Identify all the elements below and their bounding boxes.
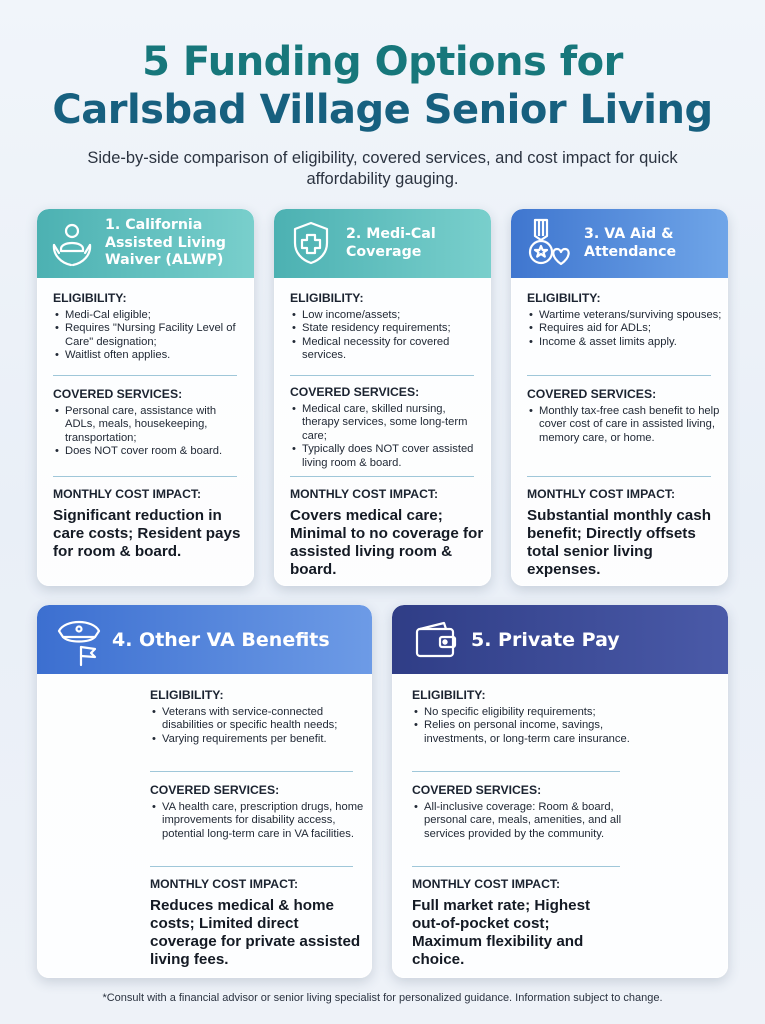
cost-section: [290, 487, 485, 579]
cost-label: MONTHLY COST IMPACT:: [53, 487, 202, 501]
list-item: • Medical care, skilled nursing, therapy services, some long-term care;: [290, 403, 485, 443]
covered-label: COVERED SERVICES:: [53, 387, 183, 401]
cost-label: MONTHLY COST IMPACT:: [150, 877, 299, 891]
cost-label: MONTHLY COST IMPACT:: [290, 487, 439, 501]
cost-section: [412, 877, 617, 969]
covered-section: [527, 387, 722, 445]
card-header: [511, 209, 728, 278]
card-title: 4. Other VA Benefits: [112, 629, 330, 651]
wallet-icon: [414, 621, 458, 664]
cost-section: [527, 487, 722, 579]
cost-label: MONTHLY COST IMPACT:: [412, 877, 561, 891]
eligibility-label: ELIGIBILITY:: [53, 291, 127, 305]
list-item: • Requires "Nursing Facility Level of Care" designation;: [53, 322, 248, 349]
cost-label: MONTHLY COST IMPACT:: [527, 487, 676, 501]
card-header: [37, 209, 254, 278]
eligibility-section: [53, 291, 248, 363]
card-title: 2. Medi-Cal Coverage: [346, 226, 436, 260]
divider: [412, 771, 620, 772]
list-item: • Varying requirements per benefit.: [150, 733, 368, 746]
card-other-va: [37, 605, 372, 978]
divider: [290, 476, 474, 477]
cost-section: [150, 877, 365, 969]
cost-text: Significant reduction in care costs; Resident pays for room & board.: [53, 507, 241, 560]
list-item: • Personal care, assistance with ADLs, meals, housekeeping, transportation;: [53, 405, 248, 445]
eligibility-label: ELIGIBILITY:: [412, 688, 486, 702]
eligibility-label: ELIGIBILITY:: [290, 291, 364, 305]
list-item: • Wartime veterans/surviving spouses;: [527, 309, 722, 322]
subtitle: Side-by-side comparison of eligibility, covered services, and cost impact for quick affordability gauging.: [87, 149, 678, 188]
covered-section: [290, 385, 485, 470]
list-item: • Typically does NOT cover assisted living room & board.: [290, 443, 485, 470]
eligibility-section: [412, 688, 632, 746]
list-item: • Requires aid for ADLs;: [527, 322, 722, 335]
list-item: • VA health care, prescription drugs, home improvements for disability access, potential long-term care in VA facilities.: [150, 801, 368, 841]
shield-cross-icon: [292, 221, 330, 270]
divider: [53, 476, 237, 477]
medal-heart-icon: [525, 218, 573, 273]
divider: [412, 866, 620, 867]
divider: [290, 375, 474, 376]
cost-text: Reduces medical & home costs; Limited direct coverage for private assisted living fees.: [150, 897, 361, 968]
card-title: 1. California Assisted Living Waiver (ALWP): [105, 217, 226, 268]
eligibility-label: ELIGIBILITY:: [527, 291, 601, 305]
covered-label: COVERED SERVICES:: [527, 387, 657, 401]
covered-label: COVERED SERVICES:: [290, 385, 420, 399]
list-item: • No specific eligibility requirements;: [412, 706, 632, 719]
cost-text: Full market rate; Highest out-of-pocket cost; Maximum flexibility and choice.: [412, 897, 591, 968]
list-item: • Medical necessity for covered services.: [290, 336, 485, 363]
card-title: 3. VA Aid & Attendance: [584, 226, 677, 260]
card-va-aid: [511, 209, 728, 586]
caring-hands-person-icon: [51, 221, 93, 272]
divider: [527, 375, 711, 376]
list-item: • Monthly tax-free cash benefit to help cover cost of care in assisted living, memory care, or home.: [527, 405, 722, 445]
list-item: • State residency requirements;: [290, 322, 485, 335]
page-title: [0, 38, 765, 134]
covered-section: [53, 387, 248, 459]
card-private-pay: [392, 605, 728, 978]
list-item: • Veterans with service-connected disabilities or specific health needs;: [150, 706, 368, 733]
eligibility-section: [150, 688, 368, 746]
divider: [150, 771, 353, 772]
eligibility-section: [527, 291, 722, 349]
cost-text: Substantial monthly cash benefit; Directly offsets total senior living expenses.: [527, 507, 711, 578]
list-item: • Waitlist often applies.: [53, 349, 248, 362]
divider: [53, 375, 237, 376]
card-alwp: [37, 209, 254, 586]
covered-label: COVERED SERVICES:: [412, 783, 542, 797]
list-item: • Income & asset limits apply.: [527, 336, 722, 349]
covered-label: COVERED SERVICES:: [150, 783, 280, 797]
card-title: 5. Private Pay: [471, 629, 620, 651]
footnote: *Consult with a financial advisor or senior living specialist for personalized guidance. Information subject to change.: [102, 992, 663, 1004]
card-header: [392, 605, 728, 674]
divider: [150, 866, 353, 867]
eligibility-label: ELIGIBILITY:: [150, 688, 224, 702]
list-item: • Does NOT cover room & board.: [53, 445, 248, 458]
title-line-1: 5 Funding Options for: [142, 39, 623, 85]
list-item: • Low income/assets;: [290, 309, 485, 322]
list-item: • Medi-Cal eligible;: [53, 309, 248, 322]
list-item: • Relies on personal income, savings, investments, or long-term care insurance.: [412, 719, 632, 746]
card-medi-cal: [274, 209, 491, 586]
cost-text: Covers medical care; Minimal to no coverage for assisted living room & board.: [290, 507, 484, 578]
covered-section: [412, 783, 642, 841]
cost-section: [53, 487, 248, 561]
title-line-2: Carlsbad Village Senior Living: [52, 87, 713, 133]
card-header: [274, 209, 491, 278]
military-cap-flag-icon: [55, 615, 103, 672]
divider: [527, 476, 711, 477]
eligibility-section: [290, 291, 485, 363]
list-item: • All-inclusive coverage: Room & board, personal care, meals, amenities, and all services provided by the community.: [412, 801, 642, 841]
covered-section: [150, 783, 368, 841]
card-header: [37, 605, 372, 674]
